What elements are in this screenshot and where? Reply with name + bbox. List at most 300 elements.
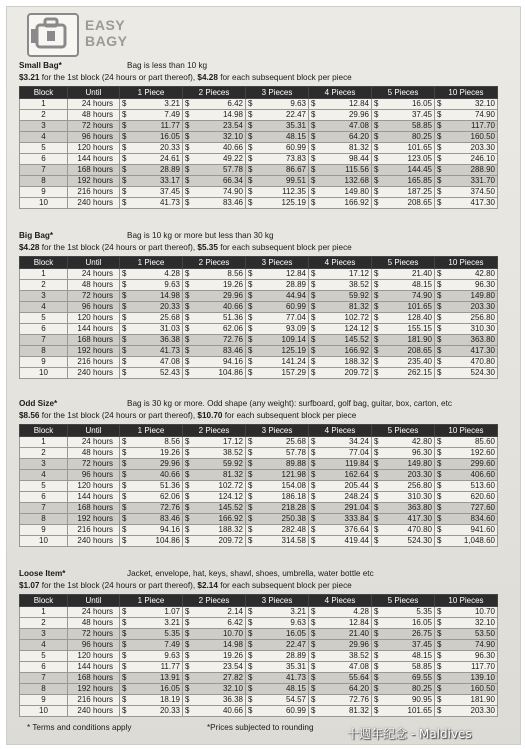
block-cell: 7 (20, 165, 68, 176)
price-cell (120, 525, 183, 536)
price-value: 41.73 (159, 198, 180, 207)
price-value: 77.04 (348, 448, 369, 457)
price-cell (183, 459, 246, 470)
price-cell (183, 536, 246, 547)
currency-symbol: $ (437, 176, 442, 185)
price-value: 37.45 (411, 110, 432, 119)
table-row (20, 618, 498, 629)
currency-symbol: $ (374, 448, 379, 457)
column-header: 3 Pieces (246, 257, 309, 269)
currency-symbol: $ (248, 154, 253, 163)
price-value: 208.65 (407, 198, 432, 207)
block-cell: 1 (20, 607, 68, 618)
currency-symbol: $ (122, 536, 127, 545)
subsequent-block-rate: $10.70 (197, 411, 223, 420)
price-value: 470.80 (407, 525, 432, 534)
price-cell (120, 121, 183, 132)
block-cell: 7 (20, 503, 68, 514)
until-cell: 96 hours (68, 132, 120, 143)
price-cell (120, 291, 183, 302)
price-cell (120, 684, 183, 695)
price-value: 19.26 (222, 280, 243, 289)
currency-symbol: $ (185, 536, 190, 545)
currency-symbol: $ (248, 459, 253, 468)
section-rate (19, 242, 497, 254)
price-cell (309, 536, 372, 547)
until-cell: 144 hours (68, 662, 120, 673)
table-row (20, 198, 498, 209)
section-title: Big Bag* (19, 231, 54, 240)
price-value: 4.28 (353, 607, 369, 616)
price-cell (183, 492, 246, 503)
price-cell (183, 673, 246, 684)
price-value: 14.98 (222, 110, 243, 119)
price-value: 74.90 (474, 640, 495, 649)
price-value: 20.33 (159, 302, 180, 311)
currency-symbol: $ (122, 492, 127, 501)
price-value: 48.15 (411, 280, 432, 289)
column-header: 10 Pieces (435, 87, 498, 99)
price-cell (372, 481, 435, 492)
price-cell (246, 640, 309, 651)
price-cell (435, 154, 498, 165)
price-cell (372, 324, 435, 335)
price-cell (372, 706, 435, 717)
price-value: 10.70 (222, 629, 243, 638)
until-cell: 240 hours (68, 536, 120, 547)
price-cell (120, 313, 183, 324)
rate-text-1: for the 1st block (24 hours or part thereof), (39, 73, 198, 82)
currency-symbol: $ (122, 291, 127, 300)
price-value: 157.29 (281, 368, 306, 377)
price-value: 31.03 (159, 324, 180, 333)
price-value: 14.98 (159, 291, 180, 300)
price-value: 94.16 (159, 525, 180, 534)
price-cell (183, 481, 246, 492)
price-value: 101.65 (407, 143, 432, 152)
column-header: 5 Pieces (372, 425, 435, 437)
price-cell (309, 503, 372, 514)
first-block-rate: $1.07 (19, 581, 40, 590)
watermark: 十週年紀念 - Maldives (347, 727, 472, 741)
price-value: 52.43 (159, 368, 180, 377)
price-value: 38.52 (348, 651, 369, 660)
price-cell (309, 357, 372, 368)
price-value: 74.90 (474, 110, 495, 119)
column-header: 3 Pieces (246, 595, 309, 607)
until-cell: 216 hours (68, 187, 120, 198)
currency-symbol: $ (185, 437, 190, 446)
price-value: 86.67 (285, 165, 306, 174)
price-value: 620.60 (470, 492, 495, 501)
price-cell (120, 269, 183, 280)
currency-symbol: $ (248, 437, 253, 446)
currency-symbol: $ (311, 536, 316, 545)
price-value: 16.05 (159, 132, 180, 141)
currency-symbol: $ (122, 143, 127, 152)
price-value: 57.78 (285, 448, 306, 457)
price-cell (309, 302, 372, 313)
currency-symbol: $ (248, 176, 253, 185)
currency-symbol: $ (437, 165, 442, 174)
price-value: 218.28 (281, 503, 306, 512)
price-value: 62.06 (159, 492, 180, 501)
price-cell (120, 492, 183, 503)
price-value: 25.68 (159, 313, 180, 322)
price-value: 29.96 (348, 110, 369, 119)
price-value: 417.30 (407, 514, 432, 523)
section-description: Bag is 10 kg or more but less than 30 kg (127, 231, 274, 240)
price-cell (309, 437, 372, 448)
currency-symbol: $ (374, 176, 379, 185)
rate-text-1: for the 1st block (24 hours or part thereof), (39, 581, 198, 590)
table-header-row (20, 257, 498, 269)
price-cell (120, 481, 183, 492)
price-value: 90.95 (411, 695, 432, 704)
until-cell: 192 hours (68, 176, 120, 187)
price-cell (372, 335, 435, 346)
currency-symbol: $ (185, 110, 190, 119)
currency-symbol: $ (311, 706, 316, 715)
subsequent-block-rate: $4.28 (197, 73, 218, 82)
table-row (20, 346, 498, 357)
price-cell (309, 629, 372, 640)
currency-symbol: $ (248, 346, 253, 355)
price-value: 53.50 (474, 629, 495, 638)
price-cell (309, 110, 372, 121)
currency-symbol: $ (185, 706, 190, 715)
price-cell (246, 481, 309, 492)
currency-symbol: $ (374, 198, 379, 207)
block-cell: 2 (20, 618, 68, 629)
currency-symbol: $ (185, 280, 190, 289)
price-cell (183, 368, 246, 379)
price-value: 8.56 (164, 437, 180, 446)
column-header: Block (20, 595, 68, 607)
currency-symbol: $ (122, 313, 127, 322)
price-value: 73.83 (285, 154, 306, 163)
price-value: 149.80 (407, 459, 432, 468)
currency-symbol: $ (311, 481, 316, 490)
section-rate (19, 410, 497, 422)
currency-symbol: $ (437, 121, 442, 130)
currency-symbol: $ (374, 618, 379, 627)
price-cell (372, 132, 435, 143)
table-row (20, 684, 498, 695)
currency-symbol: $ (122, 357, 127, 366)
currency-symbol: $ (437, 640, 442, 649)
price-cell (120, 651, 183, 662)
price-cell (309, 492, 372, 503)
price-cell (183, 503, 246, 514)
price-value: 9.63 (290, 99, 306, 108)
block-cell: 7 (20, 673, 68, 684)
price-value: 11.77 (160, 662, 180, 671)
currency-symbol: $ (248, 357, 253, 366)
currency-symbol: $ (374, 357, 379, 366)
table-row (20, 525, 498, 536)
price-value: 125.19 (281, 346, 306, 355)
price-value: 115.56 (345, 165, 369, 174)
price-value: 94.16 (222, 357, 243, 366)
currency-symbol: $ (374, 470, 379, 479)
first-block-rate: $4.28 (19, 243, 40, 252)
currency-symbol: $ (122, 302, 127, 311)
price-value: 22.47 (285, 640, 306, 649)
table-row (20, 313, 498, 324)
currency-symbol: $ (311, 684, 316, 693)
price-cell (435, 176, 498, 187)
currency-symbol: $ (248, 503, 253, 512)
until-cell: 48 hours (68, 110, 120, 121)
price-value: 42.80 (474, 269, 495, 278)
currency-symbol: $ (122, 514, 127, 523)
price-value: 12.84 (285, 269, 306, 278)
price-cell (246, 313, 309, 324)
price-value: 112.35 (282, 187, 306, 196)
currency-symbol: $ (185, 448, 190, 457)
price-cell (120, 132, 183, 143)
table-row (20, 357, 498, 368)
price-value: 5.35 (164, 629, 180, 638)
price-value: 32.10 (222, 132, 243, 141)
price-cell (435, 121, 498, 132)
price-value: 154.08 (281, 481, 306, 490)
until-cell: 72 hours (68, 121, 120, 132)
currency-symbol: $ (185, 673, 190, 682)
currency-symbol: $ (311, 198, 316, 207)
currency-symbol: $ (122, 503, 127, 512)
price-value: 291.04 (344, 503, 369, 512)
until-cell: 120 hours (68, 143, 120, 154)
price-cell (183, 514, 246, 525)
price-value: 209.72 (218, 536, 243, 545)
price-value: 203.30 (470, 143, 495, 152)
table-row (20, 269, 498, 280)
price-cell (246, 536, 309, 547)
currency-symbol: $ (311, 525, 316, 534)
price-value: 55.64 (348, 673, 369, 682)
price-value: 132.68 (344, 176, 369, 185)
price-cell (372, 470, 435, 481)
price-value: 256.80 (470, 313, 495, 322)
price-value: 9.63 (164, 651, 180, 660)
price-cell (309, 313, 372, 324)
price-value: 203.30 (407, 470, 432, 479)
price-value: 2.14 (227, 607, 243, 616)
currency-symbol: $ (122, 154, 127, 163)
price-cell (183, 132, 246, 143)
price-cell (183, 110, 246, 121)
price-cell (183, 121, 246, 132)
currency-symbol: $ (311, 346, 316, 355)
price-value: 3.21 (290, 607, 306, 616)
price-value: 81.32 (348, 143, 369, 152)
price-cell (120, 470, 183, 481)
section-rate (19, 580, 497, 592)
currency-symbol: $ (374, 154, 379, 163)
price-value: 10.70 (474, 607, 495, 616)
first-block-rate: $8.56 (19, 411, 40, 420)
price-cell (246, 198, 309, 209)
currency-symbol: $ (311, 269, 316, 278)
price-cell (435, 291, 498, 302)
price-cell (435, 187, 498, 198)
price-cell (372, 99, 435, 110)
price-cell (246, 335, 309, 346)
currency-symbol: $ (437, 335, 442, 344)
column-header: 1 Piece (120, 257, 183, 269)
until-cell: 216 hours (68, 357, 120, 368)
price-value: 47.08 (348, 662, 369, 671)
price-cell (435, 618, 498, 629)
block-cell: 10 (20, 198, 68, 209)
price-cell (183, 313, 246, 324)
price-value: 160.50 (470, 684, 495, 693)
currency-symbol: $ (437, 706, 442, 715)
block-cell: 6 (20, 324, 68, 335)
price-value: 101.65 (407, 302, 432, 311)
currency-symbol: $ (248, 629, 253, 638)
price-value: 6.42 (227, 618, 243, 627)
price-cell (246, 437, 309, 448)
until-cell: 72 hours (68, 291, 120, 302)
price-cell (372, 651, 435, 662)
currency-symbol: $ (374, 706, 379, 715)
price-value: 59.92 (348, 291, 369, 300)
block-cell: 9 (20, 357, 68, 368)
currency-symbol: $ (248, 607, 253, 616)
table-row (20, 280, 498, 291)
price-cell (120, 607, 183, 618)
column-header: Block (20, 257, 68, 269)
column-header: 2 Pieces (183, 595, 246, 607)
price-cell (246, 110, 309, 121)
price-value: 40.66 (222, 706, 243, 715)
currency-symbol: $ (437, 492, 442, 501)
price-value: 188.32 (218, 525, 243, 534)
price-cell (309, 269, 372, 280)
price-value: 33.17 (159, 176, 180, 185)
price-value: 60.99 (285, 302, 306, 311)
block-cell: 10 (20, 536, 68, 547)
currency-symbol: $ (437, 437, 442, 446)
price-value: 28.89 (159, 165, 180, 174)
currency-symbol: $ (185, 470, 190, 479)
currency-symbol: $ (437, 629, 442, 638)
currency-symbol: $ (185, 335, 190, 344)
currency-symbol: $ (122, 618, 127, 627)
currency-symbol: $ (437, 154, 442, 163)
table-row (20, 132, 498, 143)
table-row (20, 662, 498, 673)
until-cell: 48 hours (68, 280, 120, 291)
price-cell (183, 640, 246, 651)
currency-symbol: $ (248, 324, 253, 333)
column-header: 5 Pieces (372, 257, 435, 269)
price-cell (372, 459, 435, 470)
price-cell (183, 346, 246, 357)
price-value: 288.90 (470, 165, 495, 174)
table-row (20, 302, 498, 313)
block-cell: 4 (20, 640, 68, 651)
price-value: 3.21 (164, 99, 180, 108)
rate-text-2: for each subsequent block per piece (217, 581, 352, 590)
until-cell: 240 hours (68, 368, 120, 379)
block-cell: 3 (20, 291, 68, 302)
currency-symbol: $ (248, 198, 253, 207)
price-cell (435, 280, 498, 291)
price-value: 81.32 (348, 302, 369, 311)
price-value: 64.20 (348, 684, 369, 693)
price-cell (372, 313, 435, 324)
price-value: 7.49 (164, 110, 180, 119)
price-cell (435, 640, 498, 651)
block-cell: 4 (20, 470, 68, 481)
block-cell: 6 (20, 492, 68, 503)
currency-symbol: $ (437, 280, 442, 289)
price-cell (372, 536, 435, 547)
price-cell (372, 143, 435, 154)
price-cell (372, 346, 435, 357)
currency-symbol: $ (185, 154, 190, 163)
until-cell: 168 hours (68, 673, 120, 684)
currency-symbol: $ (437, 110, 442, 119)
price-value: 41.73 (285, 673, 306, 682)
currency-symbol: $ (374, 437, 379, 446)
price-value: 310.30 (407, 492, 432, 501)
price-cell (435, 143, 498, 154)
price-value: 57.78 (222, 165, 243, 174)
price-cell (246, 187, 309, 198)
price-value: 48.15 (285, 684, 306, 693)
price-cell (120, 448, 183, 459)
price-value: 181.90 (407, 335, 432, 344)
terms-note: * Terms and conditions apply (27, 723, 132, 732)
logo-word-bagy: BAGY (85, 33, 128, 49)
currency-symbol: $ (248, 302, 253, 311)
price-value: 35.31 (285, 121, 306, 130)
price-cell (183, 99, 246, 110)
until-cell: 96 hours (68, 640, 120, 651)
price-cell (183, 176, 246, 187)
price-cell (435, 269, 498, 280)
column-header: Until (68, 257, 120, 269)
currency-symbol: $ (437, 525, 442, 534)
currency-symbol: $ (311, 503, 316, 512)
currency-symbol: $ (185, 176, 190, 185)
price-value: 166.92 (344, 346, 369, 355)
price-cell (120, 695, 183, 706)
currency-symbol: $ (437, 536, 442, 545)
price-value: 48.15 (285, 132, 306, 141)
price-cell (183, 324, 246, 335)
price-value: 121.98 (281, 470, 306, 479)
until-cell: 192 hours (68, 346, 120, 357)
until-cell: 240 hours (68, 198, 120, 209)
currency-symbol: $ (185, 684, 190, 693)
price-cell (120, 187, 183, 198)
section-title: Odd Size* (19, 399, 58, 408)
price-cell (309, 618, 372, 629)
table-row (20, 165, 498, 176)
currency-symbol: $ (374, 629, 379, 638)
price-value: 29.96 (222, 291, 243, 300)
rate-text-1: for the 1st block (24 hours or part thereof), (39, 411, 198, 420)
subsequent-block-rate: $2.14 (197, 581, 218, 590)
price-cell (372, 269, 435, 280)
price-value: 72.76 (222, 335, 243, 344)
